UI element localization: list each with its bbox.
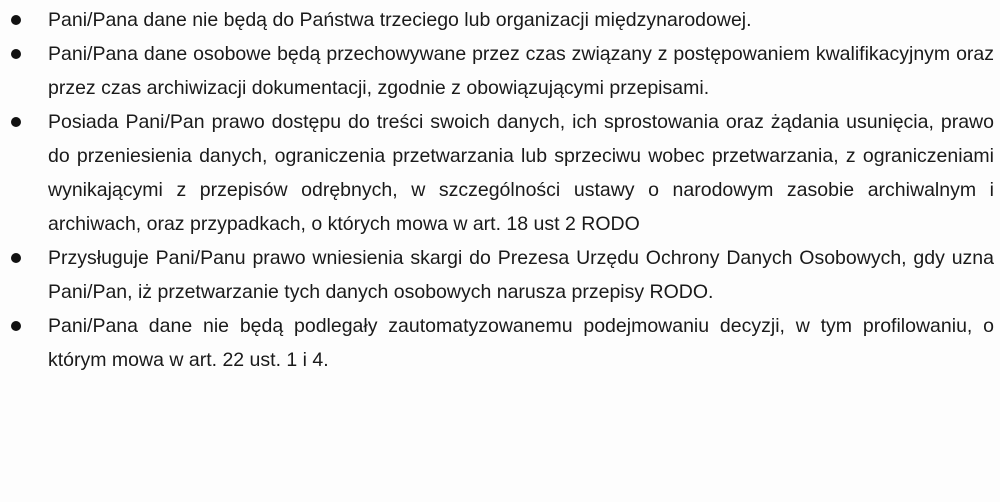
bullet-icon [11,321,21,331]
list-item [0,105,1000,241]
bullet-icon [11,49,21,59]
list-item-text: Posiada Pani/Pan prawo dostępu do treści swoich danych, ich sprostowania oraz żądania usunięcia, prawo do przeniesienia danych, ograniczenia przetwarzania lub sprzeciwu wobec przetwarzania, z ograniczeniami wynikającymi z przepisów odrębnych, w szczególności ustawy o narodowym zasobie archiwalnym i archiwach, oraz przypadkach, o których mowa w art. 18 ust 2 RODO [48,111,994,235]
list-item [0,241,1000,309]
list-item-text: Pani/Pana dane osobowe będą przechowywane przez czas związany z postępowaniem kwalifikacyjnym oraz przez czas archiwizacji dokumentacji, zgodnie z obowiązującymi przepisami. [48,43,994,99]
list-item [0,3,1000,37]
bullet-icon [11,253,21,263]
bullet-list [0,3,1000,377]
bullet-icon [11,117,21,127]
list-item-text: Pani/Pana dane nie będą podlegały zautomatyzowanemu podejmowaniu decyzji, w tym profilowaniu, o którym mowa w art. 22 ust. 1 i 4. [48,315,994,371]
bullet-icon [11,15,21,25]
list-item [0,37,1000,105]
list-item [0,309,1000,377]
list-item-text: Przysługuje Pani/Panu prawo wniesienia skargi do Prezesa Urzędu Ochrony Danych Osobowych, gdy uzna Pani/Pan, iż przetwarzanie tych danych osobowych narusza przepisy RODO. [48,247,994,303]
list-item-text: Pani/Pana dane nie będą do Państwa trzeciego lub organizacji międzynarodowej. [48,9,752,31]
